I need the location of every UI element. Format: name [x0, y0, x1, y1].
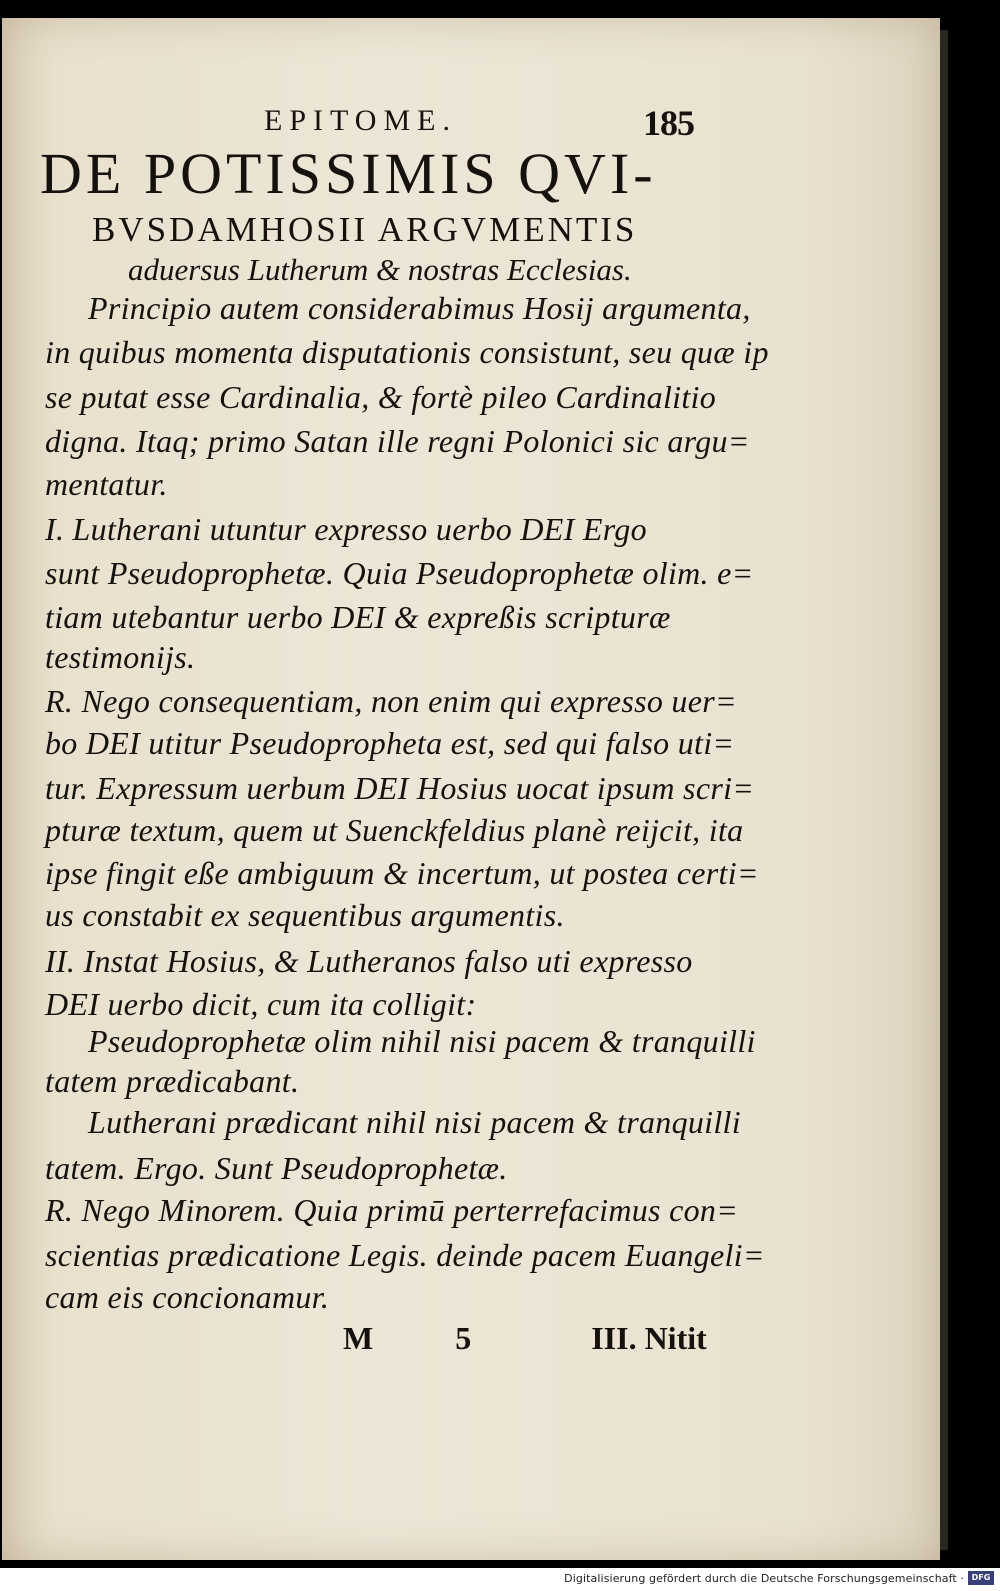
text-line: us constabit ex sequentibus argumentis. [45, 897, 565, 933]
text-line: R. Nego Minorem. Quia primū perterrefacimus con= [45, 1192, 739, 1228]
text-line: DEI uerbo dicit, cum ita colligit: [45, 986, 477, 1022]
text-line: Principio autem considerabimus Hosij argumenta, [88, 290, 751, 326]
text-line: II. Instat Hosius, & Lutheranos falso uti expresso [45, 943, 693, 979]
text-line: tatem prædicabant. [45, 1063, 300, 1099]
text-line: Pseudoprophetæ olim nihil nisi pacem & tranquilli [88, 1023, 756, 1059]
signature-letter: M [343, 1320, 374, 1356]
text-line: ipse fingit eße ambiguum & incertum, ut postea certi= [45, 855, 759, 891]
text-line: pturæ textum, quem ut Suenckfeldius planè reijcit, ita [45, 812, 744, 848]
dfg-logo: DFG [968, 1571, 994, 1585]
running-head: EPITOME. [264, 104, 457, 137]
text-line: testimonijs. [45, 639, 196, 675]
text-line: tatem. Ergo. Sunt Pseudoprophetæ. [45, 1150, 508, 1186]
text-line: scientias prædicatione Legis. deinde pacem Euangeli= [45, 1237, 765, 1273]
footer-credit: Digitalisierung gefördert durch die Deutsche Forschungsgemeinschaft · [564, 1572, 964, 1585]
text-line: sunt Pseudoprophetæ. Quia Pseudoprophetæ olim. e= [45, 555, 754, 591]
text-line: mentatur. [45, 466, 168, 502]
text-line: digna. Itaq; primo Satan ille regni Polonici sic argu= [45, 423, 750, 459]
page-number: 185 [643, 103, 694, 143]
text-line: se putat esse Cardinalia, & fortè pileo Cardinalitio [45, 379, 717, 415]
catchword-line [343, 1320, 707, 1357]
text-line: bo DEI utitur Pseudopropheta est, sed qui falso uti= [45, 725, 735, 761]
text-line: tur. Expressum uerbum DEI Hosius uocat ipsum scri= [45, 770, 755, 806]
title-line-2: BVSDAMHOSII ARGVMENTIS [92, 210, 638, 249]
text-line: R. Nego consequentiam, non enim qui expresso uer= [45, 683, 737, 719]
title-line-1: DE POTISSIMIS QVI- [40, 141, 657, 206]
text-line: in quibus momenta disputationis consistunt, seu quæ ip [45, 334, 769, 370]
text-line: cam eis concionamur. [45, 1279, 330, 1315]
text-line: I. Lutherani utuntur expresso uerbo DEI Ergo [45, 511, 647, 547]
text-line: Lutherani prædicant nihil nisi pacem & tranquilli [88, 1104, 741, 1140]
page-edge [940, 30, 948, 1550]
text-line: tiam utebantur uerbo DEI & expreßis scripturæ [45, 599, 671, 635]
catchword: III. Nitit [591, 1320, 707, 1356]
title-line-3: aduersus Lutherum & nostras Ecclesias. [128, 252, 632, 287]
signature-number: 5 [455, 1320, 472, 1356]
